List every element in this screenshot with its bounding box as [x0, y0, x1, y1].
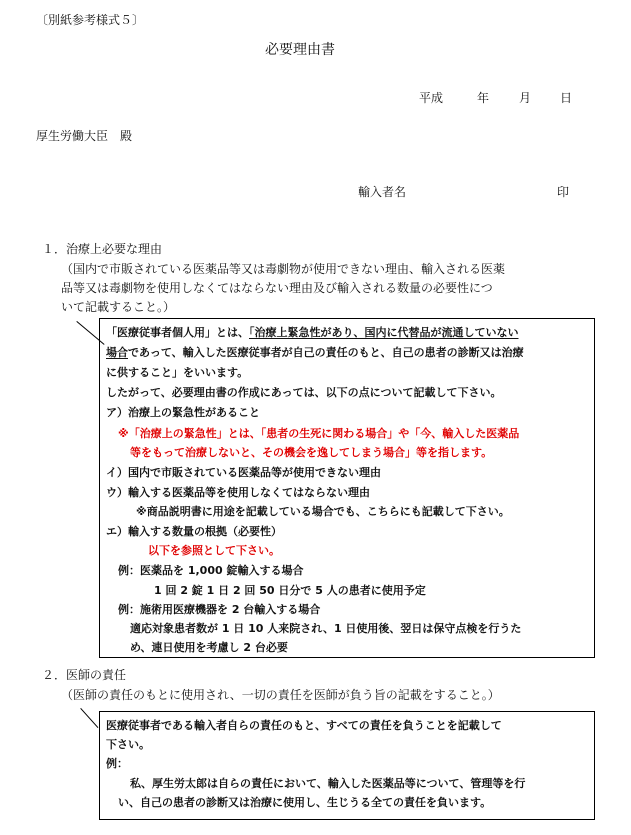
definition-line-1: 「医療従事者個人用」とは、「治療上緊急性があり、国内に代替品が流通していない: [106, 326, 519, 339]
importer-label: 輸入者名: [358, 185, 407, 199]
date-month: 月: [519, 91, 532, 105]
item-u-note: ※商品説明書に用途を記載している場合でも、こちらにも記載して下さい。: [136, 505, 510, 518]
example1-title: 例：医薬品を 1,000 錠輸入する場合: [118, 564, 304, 577]
date-year: 年: [477, 91, 490, 105]
item-a-heading: ア）治療上の緊急性があること: [106, 406, 260, 419]
section1-note-line-2: 品等又は毒劇物を使用しなくてはならない理由及び輸入される数量の必要性につ: [61, 281, 493, 295]
date-day: 日: [560, 91, 573, 105]
definition-line-3: に供すること」をいいます。: [106, 366, 249, 379]
example2-detail-line-2: め、連日使用を考慮し 2 台必要: [130, 641, 288, 654]
section2-box-line-4: 私、厚生労太郎は自らの責任において、輸入した医薬品等について、管理等を行: [130, 777, 526, 790]
section2-note: （医師の責任のもとに使用され、一切の責任を医師が負う旨の記載をすること。）: [61, 688, 500, 702]
section2-box-line-2: 下さい。: [106, 738, 150, 751]
example2-detail-line-1: 適応対象患者数が 1 日 10 人来院され、1 日使用後、翌日は保守点検を行うた: [130, 622, 522, 635]
example1-detail: 1 回 2 錠 1 日 2 回 50 日分で 5 人の患者に使用予定: [154, 584, 426, 597]
section1-heading: １．治療上必要な理由: [42, 242, 163, 256]
item-a-note-line-1: ※「治療上の緊急性」とは、「患者の生死に関わる場合」や「今、輸入した医薬品: [118, 427, 520, 440]
item-e-heading: エ）輸入する数量の根拠（必要性）: [106, 525, 282, 538]
definition-line-4: したがって、必要理由書の作成にあっては、以下の点について記載して下さい。: [106, 386, 502, 399]
document-title: 必要理由書: [265, 42, 335, 58]
addressee: 厚生労働大臣 殿: [36, 129, 133, 143]
section2-box-line-1: 医療従事者である輸入者自らの責任のもと、すべての責任を負うことを記載して: [106, 719, 502, 732]
section1-note-line-3: いて記載すること。）: [61, 300, 176, 314]
item-e-note: 以下を参照として下さい。: [148, 544, 280, 557]
date-era: 平成: [419, 91, 444, 105]
section2-box-line-3: 例：: [106, 757, 128, 770]
item-u-heading: ウ）輸入する医薬品等を使用しなくてはならない理由: [106, 486, 370, 499]
form-label: 〔別紙参考様式５〕: [36, 13, 145, 27]
section1-note-line-1: （国内で市販されている医薬品等又は毒劇物が使用できない理由、輸入される医薬: [61, 262, 506, 276]
callout-pointer-2: [80, 708, 98, 728]
definition-line-2: 場合であって、輸入した医療従事者が自己の責任のもと、自己の患者の診断又は治療: [106, 346, 524, 359]
item-a-note-line-2: 等をもって治療しないと、その機会を逸してしまう場合」等を指します。: [130, 446, 493, 459]
section2-heading: ２．医師の責任: [42, 668, 127, 682]
seal-mark: 印: [557, 185, 570, 199]
section2-box-line-5: い、自己の患者の診断又は治療に使用し、生じうる全ての責任を負います。: [118, 796, 492, 809]
item-i-heading: イ）国内で市販されている医薬品等が使用できない理由: [106, 466, 381, 479]
example2-title: 例：施術用医療機器を 2 台輸入する場合: [118, 603, 321, 616]
